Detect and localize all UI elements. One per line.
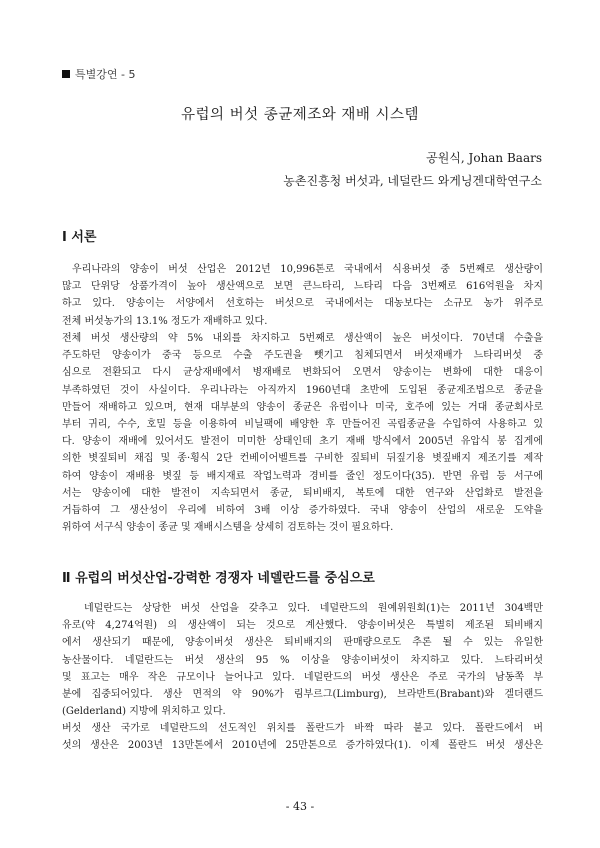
text-line: 분에 집중되어있다. 생산 면적의 약 90%가 림부르그(Limburg), 브라반트(Brabant)와 겔더랜드 [62, 689, 543, 701]
text-line: 섯의 생산은 2003년 13만톤에서 2010년에 25만톤으로 증가하였다(1). 이제 폴란드 버섯 생산은 [62, 740, 543, 752]
text-line: 만들어 재배하고 있으며, 현재 대부분의 양송이 종균은 유럽이나 미국, 호주에 있는 거대 종균회사로 [62, 401, 543, 413]
text-line: 부족하였던 것이 사실이다. 우리나라는 아직까지 1960년대 초반에 도입된 종균제조법으로 종균을 [62, 384, 543, 396]
text-line: 네덜란드는 상당한 버섯 산업을 갖추고 있다. 네덜란드의 원예위원회(1)는 2011년 304백만 [84, 603, 543, 614]
text-line: 에서 생산되기 때문에, 양송이버섯 생산은 퇴비배지의 판매량으로도 추론 될 수 있는 유일한 [62, 637, 543, 649]
intro-paragraph-1 [62, 261, 543, 330]
text-line: 및 표고는 매우 작은 규모이나 늘어나고 있다. 네덜란드의 버섯 생산은 주로 국가의 남동쪽 부 [62, 671, 543, 683]
text-line: 주도하던 양송이가 중국 등으로 수출 주도권을 뺏기고 침체되면서 버섯재배가 느타리버섯 중 [62, 350, 543, 362]
text-line: 부터 귀리, 수수, 호밀 등을 이용하여 비닐팩에 배양한 후 만들어진 곡립종균을 수입하여 사용하고 있 [62, 419, 543, 431]
text-line: 전체 버섯 생산량의 약 5% 내외를 차지하고 5번째로 생산액이 높은 버섯이다. 70년대 수출을 [62, 333, 543, 344]
text-line: 농산물이다. 네덜란드는 버섯 생산의 95 % 이상을 양송이버섯이 차지하고 있다. 느타리버섯 [62, 654, 543, 666]
text-line: (Gelderland) 지방에 위치하고 있다. [62, 706, 226, 718]
square-bullet-icon [62, 70, 70, 78]
author-names: 공원식, Johan Baars [426, 151, 542, 165]
text-line: 심으로 전환되고 다시 균상재배에서 병재배로 변화되어 오면서 양송이는 변화에 대한 대응이 [62, 367, 543, 379]
text-line: 거듭하여 그 생산성이 우리에 비하여 3배 이상 증가하였다. 국내 양송이 산업의 새로운 도약을 [62, 505, 543, 517]
text-line: 다. 양송이 재배에 있어서도 발전이 미미한 상태인데 초기 재배 방식에서 2005년 유압식 봉 집게에 [62, 436, 543, 448]
page-header [62, 66, 135, 82]
text-line: 하여 양송이 재배용 볏짚 등 배지재료 작업노력과 경비를 줄인 정도이다(35). 반면 유럽 등 서구에 [62, 470, 543, 482]
text-line: 서는 양송이에 대한 발전이 지속되면서 종균, 퇴비배지, 복토에 대한 연구와 산업화로 발전을 [62, 487, 543, 499]
section-heading-intro: Ⅰ 서론 [62, 230, 97, 245]
text-line: 우리나라의 양송이 버섯 산업은 2012년 10,996톤로 국내에서 식용버섯 중 5번째로 생산량이 [72, 264, 543, 275]
section-heading-europe: Ⅱ 유럽의 버섯산업-강력한 경쟁자 네델란드를 중심으로 [62, 571, 375, 586]
text-line: 위하여 서구식 양송이 종균 및 재배시스템을 상세히 검토하는 것이 필요하다. [62, 522, 394, 534]
header-label: 특별강연 - 5 [75, 68, 136, 81]
author-affiliation: 농촌진흥청 버섯과, 네덜란드 와게닝겐대학연구소 [283, 174, 542, 188]
author-block [283, 147, 542, 193]
text-line: 많고 단위당 상품가격이 높아 생산액으로 보면 큰느타리, 느타리 다음 3번째로 616억원을 차지 [62, 281, 543, 293]
page-number: - 43 - [285, 800, 315, 813]
text-line: 의한 볏짚퇴비 채집 및 종·횡식 2단 컨베이어벨트를 구비한 짚퇴비 뒤짚기용 볏짚배지 제조기를 제작 [62, 453, 543, 465]
text-line: 유로(약 4,274억원) 의 생산액이 되는 것으로 계산했다. 양송이버섯은 특별히 제조된 퇴비배지 [62, 620, 543, 632]
text-line: 전체 버섯농가의 13.1% 정도가 재배하고 있다. [62, 315, 268, 327]
document-title: 유럽의 버섯 종균제조와 재배 시스템 [180, 107, 420, 123]
text-line: 하고 있다. 양송이는 서양에서 선호하는 버섯으로 국내에서는 대농보다는 소규모 농가 위주로 [62, 298, 543, 310]
intro-paragraph-2 [62, 330, 543, 536]
europe-paragraph-1 [62, 600, 543, 720]
europe-paragraph-2 [62, 720, 543, 754]
text-line: 버섯 생산 국가로 네덜란드의 선도적인 위치를 폴란드가 바짝 따라 붙고 있다. 폴란드에서 버 [62, 723, 543, 734]
